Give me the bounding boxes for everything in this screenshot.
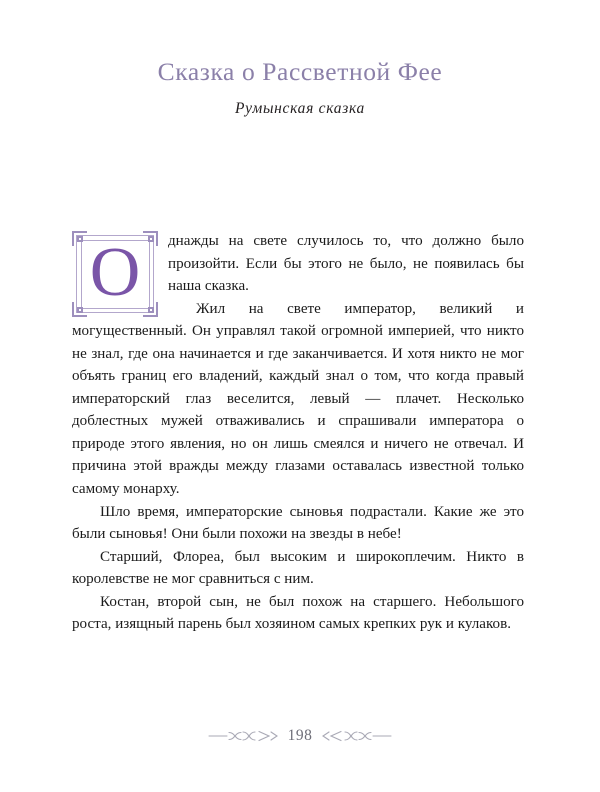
paragraph-2: Жил на свете император, великий и могущественный. Он управлял такой огромной империей, что никто не знал, где она начинается и где заканчивается. И хотя никто не мог объять границ его владений, каждый знал о том, что когда правый императорский глаз веселится, левый — плачет. Несколько доблестных мужей отваживались и спрашивали императора о природе этого явления, но он лишь смеялся и ничего не отвечал. И причина этой вражды между глазами оставалась известной только самому монарху.: [72, 300, 524, 498]
drop-cap-letter: О: [89, 233, 141, 311]
page-footer: [0, 727, 600, 745]
ornament-right-icon: [321, 730, 393, 742]
paragraph-5: Костан, второй сын, не был похож на старшего. Небольшого роста, изящный парень был хозяином самых крепких рук и кулаков.: [72, 593, 524, 633]
page-number: 198: [287, 727, 313, 744]
body-text-column: [72, 230, 524, 636]
paragraph-1-text: днажды на свете случилось то, что должно было произойти. Если бы этого не было, не появилась бы наша сказка.: [168, 233, 524, 295]
ornament-left-icon: [207, 730, 279, 742]
drop-cap: [72, 231, 158, 317]
paragraph-4: Старший, Флореа, был высоким и широкоплечим. Никто в королевстве не мог сравниться с ним.: [72, 548, 524, 588]
paragraph-1: [72, 230, 524, 311]
chapter-subtitle: Румынская сказка: [235, 99, 365, 117]
chapter-heading: [0, 58, 600, 118]
page-title: Сказка о Рассветной Фее: [157, 57, 443, 86]
paragraph-3: Шло время, императорские сыновья подрастали. Какие же это были сыновья! Они были похожи на звезды в небе!: [72, 503, 524, 543]
